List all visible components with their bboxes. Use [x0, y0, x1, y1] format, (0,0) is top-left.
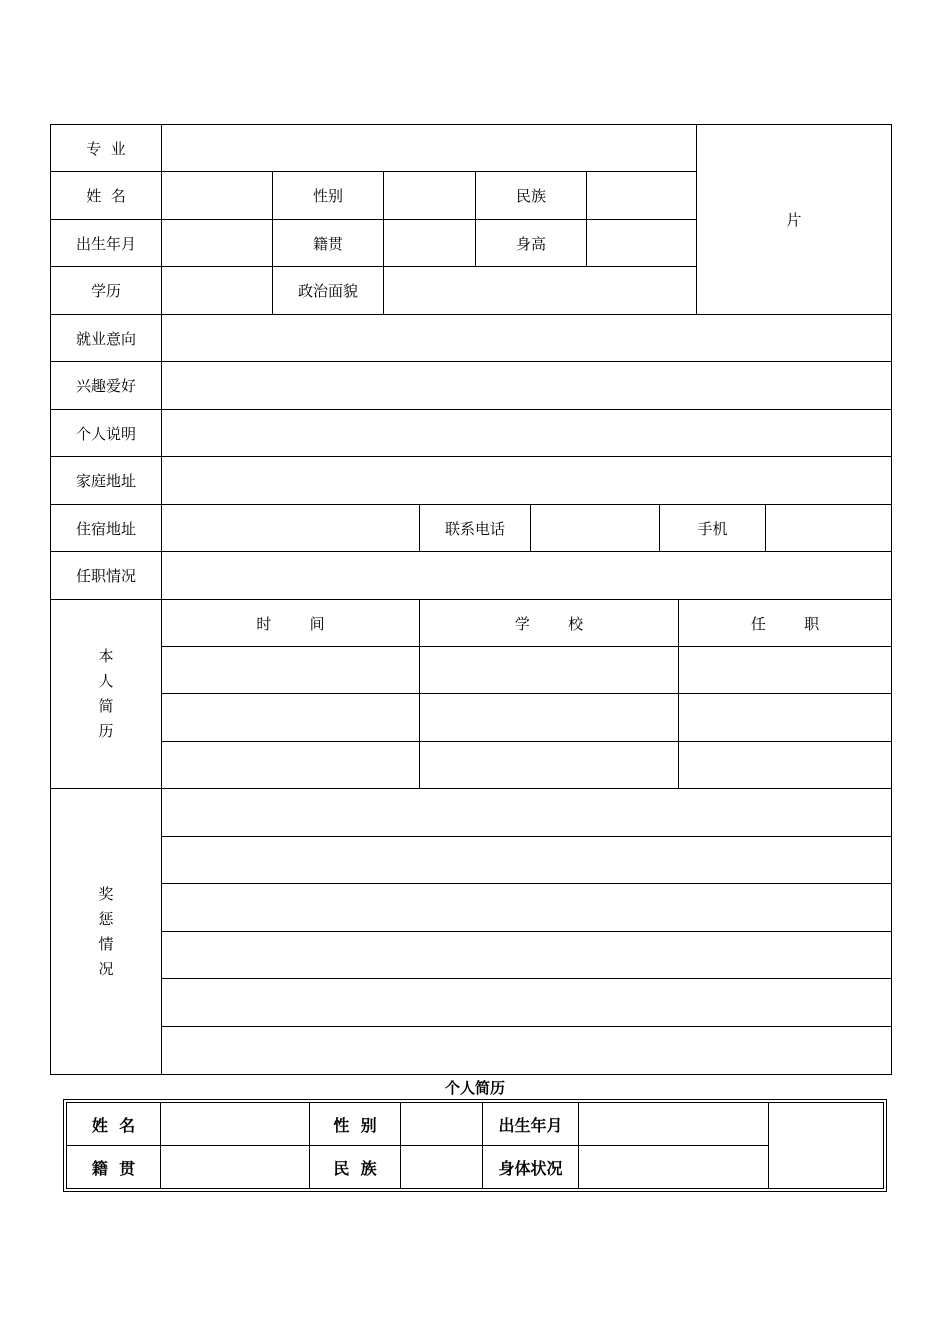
ethnicity-label: 民族	[515, 187, 546, 205]
form2-photo-cell[interactable]	[769, 1103, 884, 1189]
awards-label: 奖 惩 情 况	[98, 884, 114, 978]
native-place-label: 籍贯	[312, 234, 343, 253]
resume-position-cell[interactable]	[679, 742, 891, 788]
form2-health-label: 身体状况	[498, 1159, 563, 1178]
resume-time-cell[interactable]	[162, 647, 419, 693]
birth-label: 出生年月	[75, 234, 136, 253]
resume-position-cell[interactable]	[679, 647, 891, 693]
form2-name-field[interactable]	[161, 1103, 309, 1145]
awards-row[interactable]	[162, 837, 891, 883]
mobile-field[interactable]	[766, 505, 891, 551]
form2-birth-field[interactable]	[579, 1103, 768, 1145]
positions-label: 任职情况	[75, 567, 136, 585]
political-label: 政治面貌	[297, 282, 358, 300]
form2-health-field[interactable]	[579, 1146, 768, 1189]
resume-header-school: 学 校	[514, 614, 584, 633]
contact-phone-field[interactable]	[531, 505, 659, 551]
form2-name-label: 姓 名	[91, 1115, 136, 1135]
education-label: 学历	[90, 282, 121, 300]
resume-school-cell[interactable]	[420, 647, 678, 693]
contact-phone-label: 联系电话	[444, 519, 505, 538]
resume-school-cell[interactable]	[420, 742, 678, 788]
awards-row[interactable]	[162, 932, 891, 978]
awards-row[interactable]	[162, 1027, 891, 1074]
name-label: 姓 名	[86, 187, 126, 205]
resume-school-cell[interactable]	[420, 694, 678, 741]
page-title: 个人简历	[444, 1078, 505, 1097]
resume-time-cell[interactable]	[162, 694, 419, 741]
form2-native-place-field[interactable]	[161, 1146, 309, 1189]
resume-header-time: 时 间	[256, 614, 325, 633]
gender-field[interactable]	[384, 172, 475, 219]
form2-native-place-label: 籍 贯	[91, 1159, 136, 1178]
dorm-address-label: 住宿地址	[75, 519, 136, 538]
photo-label[interactable]: 片	[786, 211, 802, 229]
personal-statement-label: 个人说明	[75, 424, 136, 443]
form2-birth-label: 出生年月	[498, 1115, 563, 1135]
resume-label: 本 人 简 历	[98, 647, 114, 740]
personal-statement-field[interactable]	[162, 410, 891, 456]
form2-gender-label: 性 别	[333, 1115, 377, 1135]
form2-ethnicity-label: 民 族	[333, 1159, 377, 1178]
native-place-field[interactable]	[384, 220, 475, 266]
hobbies-label: 兴趣爱好	[75, 377, 136, 395]
gender-label: 性别	[312, 187, 343, 205]
resume-header-position: 任 职	[750, 614, 820, 633]
ethnicity-field[interactable]	[587, 172, 696, 219]
political-field[interactable]	[384, 267, 696, 314]
education-field[interactable]	[162, 267, 272, 314]
height-field[interactable]	[587, 220, 696, 266]
dorm-address-field[interactable]	[162, 505, 419, 551]
form2-gender-field[interactable]	[401, 1103, 482, 1145]
form2-ethnicity-field[interactable]	[401, 1146, 482, 1189]
awards-row[interactable]	[162, 789, 891, 836]
major-label: 专 业	[86, 139, 126, 158]
resume-position-cell[interactable]	[679, 694, 891, 741]
birth-field[interactable]	[162, 220, 272, 266]
height-label: 身高	[515, 234, 546, 253]
job-intention-field[interactable]	[162, 315, 891, 361]
positions-field[interactable]	[162, 552, 891, 599]
mobile-label: 手机	[697, 519, 728, 538]
home-address-field[interactable]	[162, 457, 891, 504]
home-address-label: 家庭地址	[75, 472, 136, 490]
hobbies-field[interactable]	[162, 362, 891, 409]
job-intention-label: 就业意向	[75, 329, 136, 348]
major-field[interactable]	[162, 125, 696, 171]
name-field[interactable]	[162, 172, 272, 219]
awards-row[interactable]	[162, 884, 891, 931]
resume-time-cell[interactable]	[162, 742, 419, 788]
awards-row[interactable]	[162, 979, 891, 1026]
